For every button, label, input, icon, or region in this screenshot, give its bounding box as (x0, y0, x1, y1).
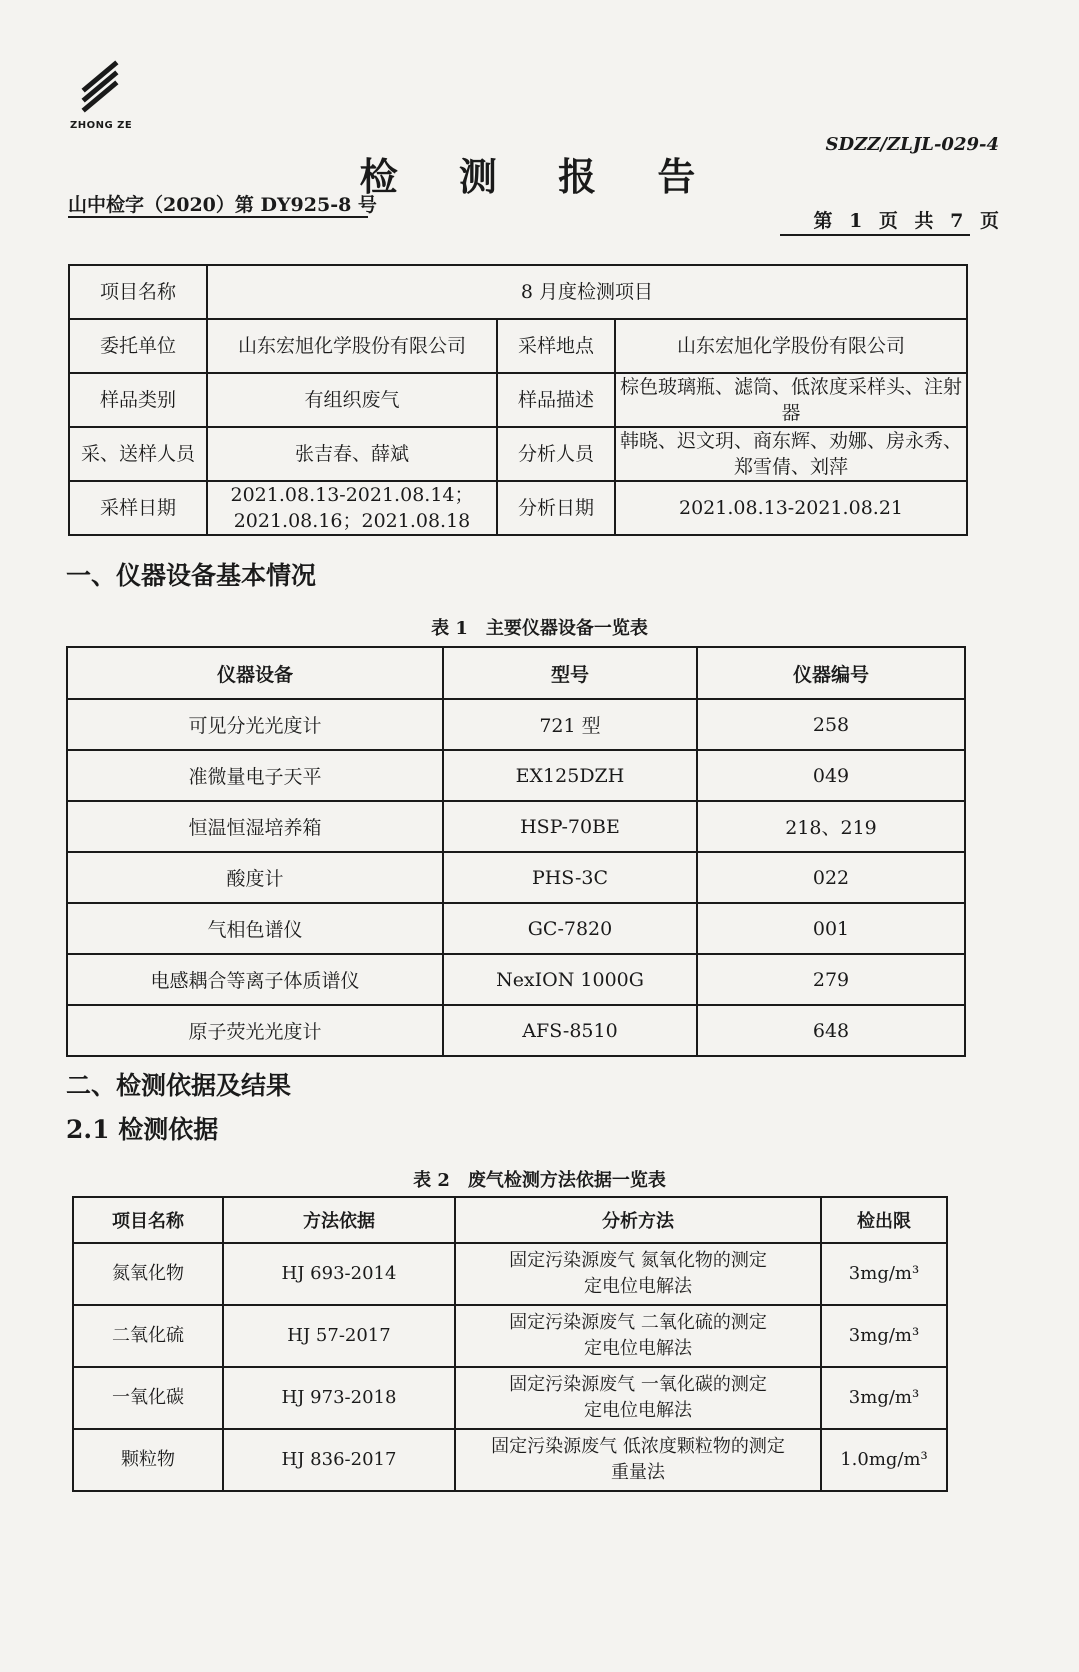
method-limit: 1.0mg/m³ (821, 1429, 947, 1491)
table-header-row (67, 647, 965, 699)
section-heading-basis-results: 二、检测依据及结果 (66, 1071, 292, 1100)
equipment-name: 恒温恒湿培养箱 (67, 801, 443, 852)
method-standard: HJ 57-2017 (223, 1305, 455, 1367)
table-2-caption: 表 2 废气检测方法依据一览表 (413, 1170, 666, 1191)
method-limit: 3mg/m³ (821, 1367, 947, 1429)
sample-description-label: 样品描述 (497, 373, 615, 427)
equipment-number: 218、219 (697, 801, 965, 852)
equipment-name: 酸度计 (67, 852, 443, 903)
method-limit: 3mg/m³ (821, 1305, 947, 1367)
equipment-number: 258 (697, 699, 965, 750)
table-row (73, 1429, 947, 1491)
method-table (72, 1196, 948, 1492)
table-row (69, 319, 967, 373)
table-header-row (73, 1197, 947, 1243)
table-row (69, 427, 967, 481)
client-value: 山东宏旭化学股份有限公司 (207, 319, 497, 373)
table-row (69, 265, 967, 319)
equipment-number: 648 (697, 1005, 965, 1056)
analyst-label: 分析人员 (497, 427, 615, 481)
equipment-model: EX125DZH (443, 750, 697, 801)
column-header: 方法依据 (223, 1197, 455, 1243)
company-logo (60, 62, 140, 142)
equipment-table (66, 646, 966, 1057)
sampling-date-label: 采样日期 (69, 481, 207, 535)
page-info-underline (780, 234, 970, 236)
method-analysis-line: 固定污染源废气 低浓度颗粒物的测定 (491, 1436, 785, 1457)
equipment-model: GC-7820 (443, 903, 697, 954)
equipment-number: 049 (697, 750, 965, 801)
sampler-value: 张吉春、薛斌 (207, 427, 497, 481)
analysis-date-label: 分析日期 (497, 481, 615, 535)
table-row (67, 1005, 965, 1056)
column-header: 仪器设备 (67, 647, 443, 699)
equipment-model: AFS-8510 (443, 1005, 697, 1056)
section-heading-equipment: 一、仪器设备基本情况 (66, 561, 317, 590)
method-analysis-line: 固定污染源废气 二氧化硫的测定 (509, 1312, 767, 1333)
equipment-model: NexION 1000G (443, 954, 697, 1005)
sample-description-value: 棕色玻璃瓶、滤筒、低浓度采样头、注射器 (615, 373, 967, 427)
sample-type-label: 样品类别 (69, 373, 207, 427)
project-name-value: 8 月度检测项目 (207, 265, 967, 319)
report-title: 检 测 报 告 (359, 154, 720, 199)
analysis-date-value: 2021.08.13-2021.08.21 (615, 481, 967, 535)
table-row (69, 481, 967, 535)
table-row (73, 1367, 947, 1429)
method-item: 颗粒物 (73, 1429, 223, 1491)
method-standard: HJ 973-2018 (223, 1367, 455, 1429)
equipment-name: 电感耦合等离子体质谱仪 (67, 954, 443, 1005)
sampling-date-line: 2021.08.16；2021.08.18 (233, 510, 471, 532)
table-1-caption: 表 1 主要仪器设备一览表 (431, 618, 648, 639)
method-item: 氮氧化物 (73, 1243, 223, 1305)
column-header: 项目名称 (73, 1197, 223, 1243)
equipment-number: 022 (697, 852, 965, 903)
subsection-heading-basis: 2.1 检测依据 (66, 1115, 219, 1144)
project-info-table (68, 264, 968, 536)
table-row (67, 903, 965, 954)
sampling-site-value: 山东宏旭化学股份有限公司 (615, 319, 967, 373)
equipment-name: 准微量电子天平 (67, 750, 443, 801)
table-row (67, 750, 965, 801)
column-header: 型号 (443, 647, 697, 699)
method-standard: HJ 836-2017 (223, 1429, 455, 1491)
equipment-number: 279 (697, 954, 965, 1005)
logo-stripes-icon (78, 66, 122, 110)
client-label: 委托单位 (69, 319, 207, 373)
sampling-site-label: 采样地点 (497, 319, 615, 373)
method-analysis (455, 1429, 821, 1491)
report-number: 山中检字（2020）第 DY925-8 号 (68, 194, 377, 216)
table-row (67, 954, 965, 1005)
method-analysis-line: 重量法 (611, 1462, 665, 1483)
method-analysis-line: 定电位电解法 (584, 1338, 692, 1359)
method-item: 一氧化碳 (73, 1367, 223, 1429)
column-header: 仪器编号 (697, 647, 965, 699)
page-info: 第 1 页 共 7 页 (813, 210, 999, 232)
equipment-model: PHS-3C (443, 852, 697, 903)
analyst-value: 韩晓、迟文玥、商东辉、劝娜、房永秀、郑雪倩、刘萍 (615, 427, 967, 481)
method-limit: 3mg/m³ (821, 1243, 947, 1305)
method-analysis (455, 1243, 821, 1305)
logo-text: ZHONG ZE (70, 120, 133, 131)
sample-type-value: 有组织废气 (207, 373, 497, 427)
equipment-model: HSP-70BE (443, 801, 697, 852)
equipment-name: 可见分光光度计 (67, 699, 443, 750)
table-row (69, 373, 967, 427)
method-analysis (455, 1367, 821, 1429)
method-analysis-line: 定电位电解法 (584, 1276, 692, 1297)
method-analysis (455, 1305, 821, 1367)
column-header: 分析方法 (455, 1197, 821, 1243)
method-standard: HJ 693-2014 (223, 1243, 455, 1305)
column-header: 检出限 (821, 1197, 947, 1243)
equipment-name: 原子荧光光度计 (67, 1005, 443, 1056)
document-code: SDZZ/ZLJL-029-4 (825, 134, 999, 155)
method-analysis-line: 固定污染源废气 一氧化碳的测定 (509, 1374, 767, 1395)
method-analysis-line: 定电位电解法 (584, 1400, 692, 1421)
equipment-name: 气相色谱仪 (67, 903, 443, 954)
table-row (67, 801, 965, 852)
method-analysis-line: 固定污染源废气 氮氧化物的测定 (509, 1250, 767, 1271)
table-row (73, 1243, 947, 1305)
report-number-underline (68, 216, 368, 218)
project-name-label: 项目名称 (69, 265, 207, 319)
table-row (67, 699, 965, 750)
sampler-label: 采、送样人员 (69, 427, 207, 481)
sampling-date-line: 2021.08.13-2021.08.14； (230, 484, 474, 506)
sampling-date-value (207, 481, 497, 535)
table-row (67, 852, 965, 903)
equipment-model: 721 型 (443, 699, 697, 750)
table-row (73, 1305, 947, 1367)
method-item: 二氧化硫 (73, 1305, 223, 1367)
equipment-number: 001 (697, 903, 965, 954)
